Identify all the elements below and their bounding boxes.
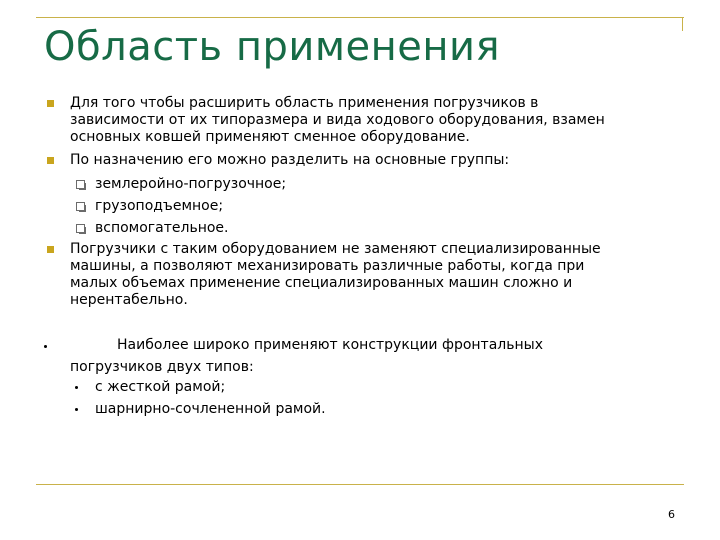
checkbox-bullet-icon — [76, 202, 85, 211]
plain-sub-item-1: с жесткой рамой; — [95, 379, 226, 395]
sub-item-2: грузоподъемное; — [95, 198, 224, 214]
bullet-1-line-2: зависимости от их типоразмера и вида ходового оборудования, взамен — [70, 112, 605, 128]
bullet-square-icon — [47, 100, 54, 107]
bullet-3-line-3: малых объемах применение специализированных машин сложно и — [70, 275, 573, 291]
top-rule — [36, 17, 684, 18]
sub-item-3: вспомогательное. — [95, 220, 229, 236]
plain-sub-item-2: шарнирно-сочлененной рамой. — [95, 401, 326, 417]
page-number: 6 — [668, 508, 675, 521]
dot-bullet-icon — [44, 345, 47, 348]
dot-bullet-icon — [75, 386, 78, 389]
slide-title: Область применения — [44, 24, 501, 70]
bullet-1-line-1: Для того чтобы расширить область применения погрузчиков в — [70, 95, 539, 111]
checkbox-bullet-icon — [76, 180, 85, 189]
bottom-rule — [36, 484, 684, 485]
sub-item-1: землеройно-погрузочное; — [95, 176, 287, 192]
top-right-rule-tick — [682, 17, 683, 31]
bullet-3-line-2: машины, а позволяют механизировать различные работы, когда при — [70, 258, 585, 274]
checkbox-bullet-icon — [76, 224, 85, 233]
bullet-3-line-1: Погрузчики с таким оборудованием не заменяют специализированные — [70, 241, 601, 257]
bullet-3-line-4: нерентабельно. — [70, 292, 188, 308]
plain-bullet-line-2: погрузчиков двух типов: — [70, 359, 254, 375]
bullet-3 — [70, 241, 690, 309]
bullet-square-icon — [47, 157, 54, 164]
bullet-square-icon — [47, 246, 54, 253]
bullet-1 — [70, 95, 690, 146]
bullet-1-line-3: основных ковшей применяют сменное оборудование. — [70, 129, 470, 145]
bullet-2: По назначению его можно разделить на основные группы: — [70, 152, 510, 168]
plain-bullet-line-1: Наиболее широко применяют конструкции фронтальных — [117, 337, 543, 353]
dot-bullet-icon — [75, 408, 78, 411]
